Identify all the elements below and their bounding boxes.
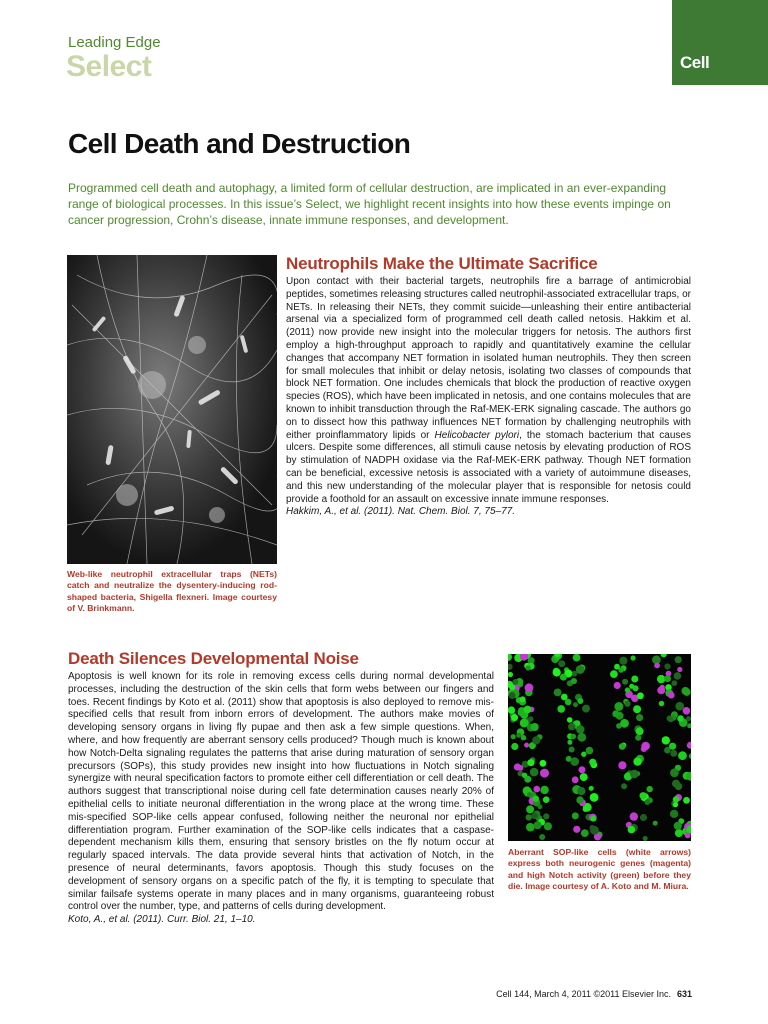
sop-fluorescence-image	[508, 654, 691, 841]
article2-body	[68, 671, 494, 927]
section-title: Select	[66, 50, 152, 83]
article1-body-part1: Upon contact with their bacterial targets, neutrophils fire a barrage of antimicrobial peptides, sometimes releasing structures called neutrophil-associated extracellular traps, or NETs. In releasing their NETs, they commit suicide—unleashing their entire antibacterial arsenal via a specialized form of programmed cell death called netosis. Hakkim et al. (2011) now provide new insight into the molecular triggers for netosis. The authors first employ a high-throughput approach to rapidly and quantitatively examine the cellular changes that accompany NET formation in isolated human neutrophils. They then screen for small molecules that inhibit or delay netosis, isolating two classes of compounds that block NET formation. One includes chemicals that block the production of reactive oxygen species (ROS), which have been implicated in netosis, and one contains molecules that are known to inhibit transduction through the Raf-MEK-ERK signaling cascade. The authors go on to dissect how this pathway influences NET formation by challenging neutrophils with either proinflammatory lipids or	[286, 276, 691, 441]
article1-body	[286, 276, 691, 519]
page-number: 631	[676, 989, 692, 999]
footer-citation: Cell 144, March 4, 2011 ©2011 Elsevier Inc.	[496, 989, 671, 999]
article2-text: Apoptosis is well known for its role in removing excess cells during normal developmental processes, including the destruction of the skin cells that form webs between our fingers and toes. Recent findings by Koto et al. (2011) show that apoptosis is also deployed to remove mis-specified cells that result from inborn errors of development. The authors make movies of developing sensory organs in living fly pupae and then ask a few simple questions. When, where, and how frequently are aberrant sensory cells produced? Though much is known about how Notch-Delta signaling regulates the patterns that arise during maturation of sensory organ precursors (SOPs), this study provides new insight into how fluctuations in Notch signaling synergize with neural specification factors to promote either cell differentiation or cell death. The authors suggest that transcriptional noise during cell fate determination causes nearly 20% of epithelial cells to initiate neuronal differentiation in the wrong place at the wrong time. These mis-specified SOP-like cells appear confused, following neither the neuronal nor epithelial differentiation program. Further examination of the SOP-like cells indicates that a caspase-dependent mechanism kills them, ensuring that sensory bristles on the fly notum occur at regularly spaced intervals. The data provide several hints that activation of Notch, in the presence of neural determinants, favors apoptosis. Though this study focuses on the development of sensory organs on a specific patch of the fly, it is tempting to speculate that similar failsafe systems operate in many places and in many organisms, guaranteeing robust control over the number, type, and patterns of cells during development.	[68, 671, 494, 913]
net-micrograph	[67, 255, 277, 564]
intro-paragraph: Programmed cell death and autophagy, a limited form of cellular destruction, are implicated in an ever-expanding range of biological processes. In this issue’s Select, we highlight recent insights into how these events impinge on cancer progression, Crohn’s disease, innate immune responses, and development.	[68, 181, 671, 227]
journal-logo-text: Cell	[680, 53, 710, 72]
page-title: Cell Death and Destruction	[68, 128, 411, 159]
section-label: Leading Edge	[68, 34, 161, 51]
article1-heading: Neutrophils Make the Ultimate Sacrifice	[286, 254, 598, 273]
journal-logo	[672, 0, 768, 85]
page-footer	[496, 989, 692, 999]
article1-italic-term: Helicobacter pylori	[434, 429, 520, 441]
figure2-caption: Aberrant SOP-like cells (white arrows) express both neurogenic genes (magenta) and high Notch activity (green) before they die. Image courtesy of A. Koto and M. Miura.	[508, 847, 691, 891]
article2-citation: Koto, A., et al. (2011). Curr. Biol. 21, 1–10.	[68, 914, 256, 926]
article2-heading: Death Silences Developmental Noise	[68, 649, 359, 668]
figure1-caption: Web-like neutrophil extracellular traps (NETs) catch and neutralize the dysentery-inducing rod-shaped bacteria, Shigella flexneri. Image courtesy of V. Brinkmann.	[67, 569, 277, 613]
article1-body-part2: , the stomach bacterium that causes ulcers. Despite some differences, all stimuli cause netosis by elevating production of ROS by stimulation of NADPH oxidase via the Raf-MEK-ERK pathway. Though NET formation can be beneficial, excessive netosis is associated with a variety of autoimmune diseases, and this new understanding of the molecular player that is responsible for netosis could provide a foothold for an assault on excessive innate immune responses.	[286, 429, 691, 505]
article1-citation: Hakkim, A., et al. (2011). Nat. Chem. Biol. 7, 75–77.	[286, 506, 515, 518]
